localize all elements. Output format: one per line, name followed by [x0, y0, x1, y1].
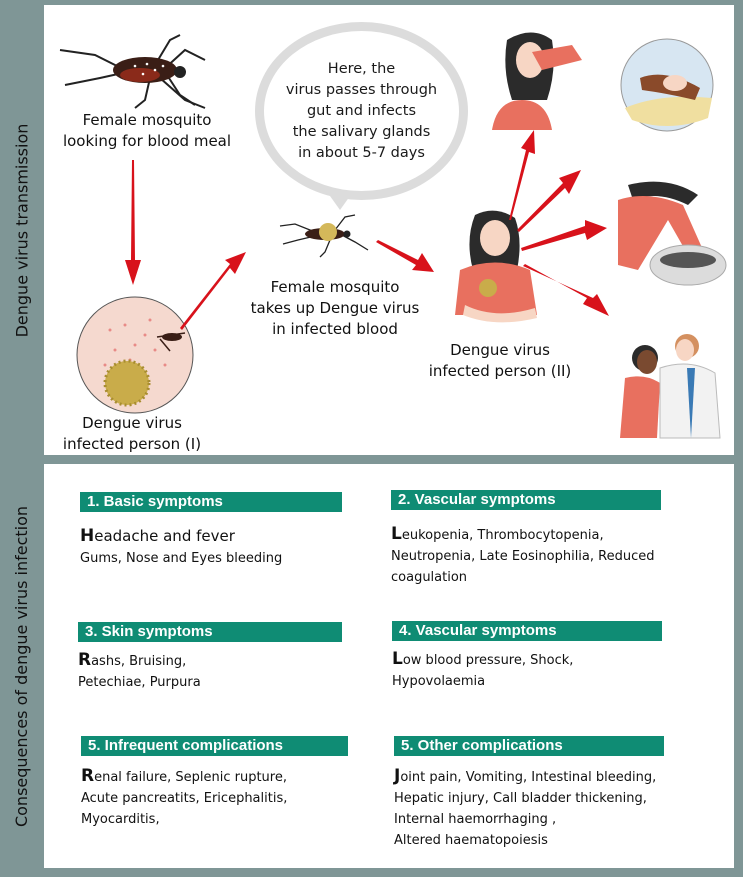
mosquito-icon [55, 30, 215, 110]
vomiting-illustration [608, 175, 728, 290]
initial-letter: L [392, 649, 403, 669]
symptom-line: enal failure, Seplenic rupture, [94, 770, 287, 785]
initial-letter: R [81, 766, 95, 786]
caption-line: Female mosquito [82, 111, 212, 129]
initial-letter: R [78, 650, 92, 670]
symptom-line: Gums, Nose and Eyes bleeding [80, 551, 283, 566]
mosquito-caption [52, 110, 242, 152]
side-label-transmission-text: Dengue virus transmission [12, 123, 32, 337]
initial-letter: H [80, 526, 95, 546]
side-label-consequences-text: Consequences of dengue virus infection [12, 505, 32, 827]
symptom-line: coagulation [391, 570, 468, 585]
arrow-right-icon [376, 240, 436, 275]
symptom-block-4 [392, 621, 662, 692]
symptom-header: 2. Vascular symptoms [391, 490, 661, 510]
symptom-line: ow blood pressure, Shock, [402, 653, 574, 668]
symptom-header: 3. Skin symptoms [78, 622, 342, 642]
symptom-arrows-icon [505, 130, 615, 325]
symptom-block-3 [78, 622, 342, 693]
caption-line: infected person (I) [62, 435, 202, 453]
symptom-text [81, 766, 348, 830]
symptom-text [394, 766, 664, 851]
symptom-text [392, 649, 662, 692]
headache-illustration [492, 30, 592, 135]
symptom-line: ashs, Bruising, [91, 654, 187, 669]
infected-person-1-caption [52, 413, 212, 455]
bubble-line: Here, the [327, 60, 396, 77]
symptom-line: oint pain, Vomiting, Intestinal bleeding, [400, 770, 657, 785]
caption-line: Female mosquito [270, 278, 400, 296]
caption-line: Dengue virus [450, 341, 550, 359]
symptom-header: 5. Other complications [394, 736, 664, 756]
speech-bubble [255, 22, 468, 200]
symptom-line: Acute pancreatits, Ericephalitis, [81, 791, 288, 806]
bubble-line: in about 5-7 days [298, 144, 425, 161]
symptom-block-5 [81, 736, 348, 830]
infected-person-2-caption [420, 340, 580, 382]
symptom-line: eukopenia, Thrombocytopenia, [401, 528, 604, 543]
arrow-down-icon [125, 160, 141, 285]
symptom-header: 1. Basic symptoms [80, 492, 342, 512]
caption-line: infected person (II) [428, 362, 572, 380]
symptom-line: Myocarditis, [81, 812, 160, 827]
symptom-line: Neutropenia, Late Eosinophilia, Reduced [391, 549, 655, 564]
mosquito-2-caption [240, 277, 430, 340]
caption-line: looking for blood meal [62, 132, 232, 150]
side-label-consequences [0, 464, 44, 868]
symptom-block-1 [80, 492, 342, 569]
symptom-text [391, 524, 661, 588]
caption-line: Dengue virus [82, 414, 182, 432]
symptom-text [78, 650, 342, 693]
initial-letter: L [391, 524, 402, 544]
symptom-line: Hepatic injury, Call bladder thickening, [394, 791, 647, 806]
infected-person-1-illustration [75, 295, 195, 415]
doctor-visit-illustration [615, 328, 725, 438]
symptom-block-6 [394, 736, 664, 851]
symptom-line: Hypovolaemia [392, 674, 486, 689]
caption-line: in infected blood [272, 320, 398, 338]
bubble-line: virus passes through [285, 81, 438, 98]
symptom-line: Petechiae, Purpura [78, 675, 201, 690]
symptom-line: Altered haematopoiesis [394, 833, 548, 848]
symptom-header: 5. Infrequent complications [81, 736, 348, 756]
bubble-line: gut and infects [306, 102, 417, 119]
symptom-text [80, 526, 342, 569]
side-label-transmission [0, 5, 44, 455]
bubble-line: the salivary glands [292, 123, 431, 140]
symptom-line: eadache and fever [94, 527, 235, 545]
caption-line: takes up Dengue virus [250, 299, 420, 317]
fever-in-bed-illustration [620, 38, 715, 133]
symptom-header: 4. Vascular symptoms [392, 621, 662, 641]
symptom-line: Internal haemorrhaging , [394, 812, 557, 827]
symptom-block-2 [391, 490, 661, 588]
infected-mosquito-icon [280, 212, 370, 257]
initial-letter: J [394, 766, 401, 786]
speech-bubble-tail [330, 196, 350, 210]
